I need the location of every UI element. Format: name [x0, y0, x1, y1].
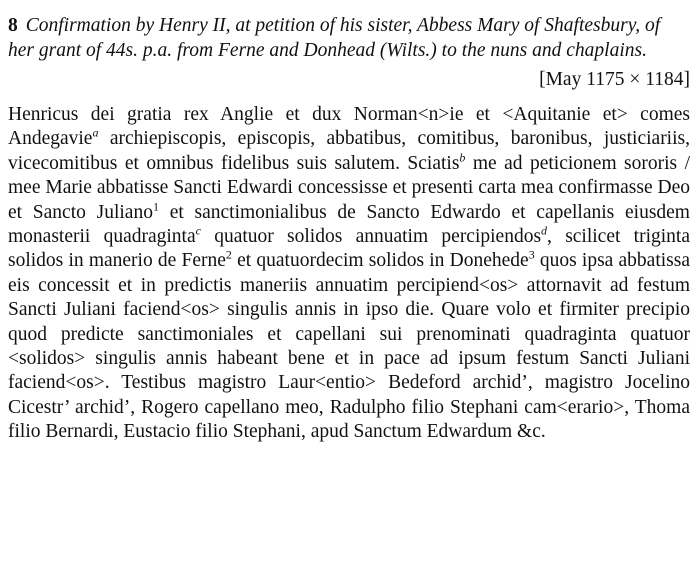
text-segment: me ad peticionem sororis / mee Marie abbatisse Sancti Edwardi concessisse et presenti carta mea confirmasse Deo et Sancto Juliano [8, 152, 691, 223]
footnote-marker-1: 1 [152, 199, 159, 214]
footnote-marker-c: c [195, 223, 201, 238]
footnote-marker-b: b [459, 150, 466, 165]
footnote-marker-d: d [541, 223, 548, 238]
text-segment: archiepiscopis, episcopis, abbatibus, comitibus, baronibus, justiciariis, vicecomitibus et omnibus fidelibus suis salutem. Sciatis [8, 128, 690, 174]
footnote-marker-a: a [92, 125, 99, 140]
text-segment: Henricus dei gratia rex Anglie et dux Norman<n>ie et <Aquitanie et> comes Andegavie [8, 104, 690, 150]
footnote-marker-3: 3 [528, 247, 535, 262]
charter-text [8, 103, 690, 445]
footnote-marker-2: 2 [225, 247, 232, 262]
charter-summary: Confirmation by Henry II, at petition of his sister, Abbess Mary of Shaftesbury, of her grant of 44s. p.a. from Ferne and Donhead (Wilts.) to the nuns and chaplains. [8, 15, 661, 61]
text-segment: , scilicet triginta solidos in manerio de Ferne [8, 226, 690, 272]
text-segment: et sanctimonialibus de Sancto Edwardo et capellanis eiusdem monasterii quadraginta [8, 201, 690, 248]
text-segment: quatuor solidos annuatim percipiendos [200, 226, 542, 248]
charter-date: [May 1175 × 1184] [539, 69, 690, 90]
text-segment: quos ipsa abbatissa eis concessit et in predictis maneriis annuatim percipiend<os> attornavit ad festum Sancti Juliani faciend<os> singulis annis in ipso die. Quare volo et firmiter precipio quod predicte sanctimoniales et capellani sui prenominati quadraginta quatuor <solidos> singulis annis habeant bene et in pace ad ipsum festum Sancti Juliani faciend<os>. Testibus magistro Laur<entio> Bedeford archid’, magistro Jocelino Cicestr’ archid’, Rogero capellano meo, Radulpho filio Stephani cam<erario>, Thoma filio Bernardi, Eustacio filio Stephani, apud Sanctum Edwardum &c. [8, 250, 691, 443]
text-segment: et quatuordecim solidos in Donehede [231, 250, 529, 272]
charter-heading [8, 13, 690, 63]
charter-number: 8 [8, 15, 18, 36]
